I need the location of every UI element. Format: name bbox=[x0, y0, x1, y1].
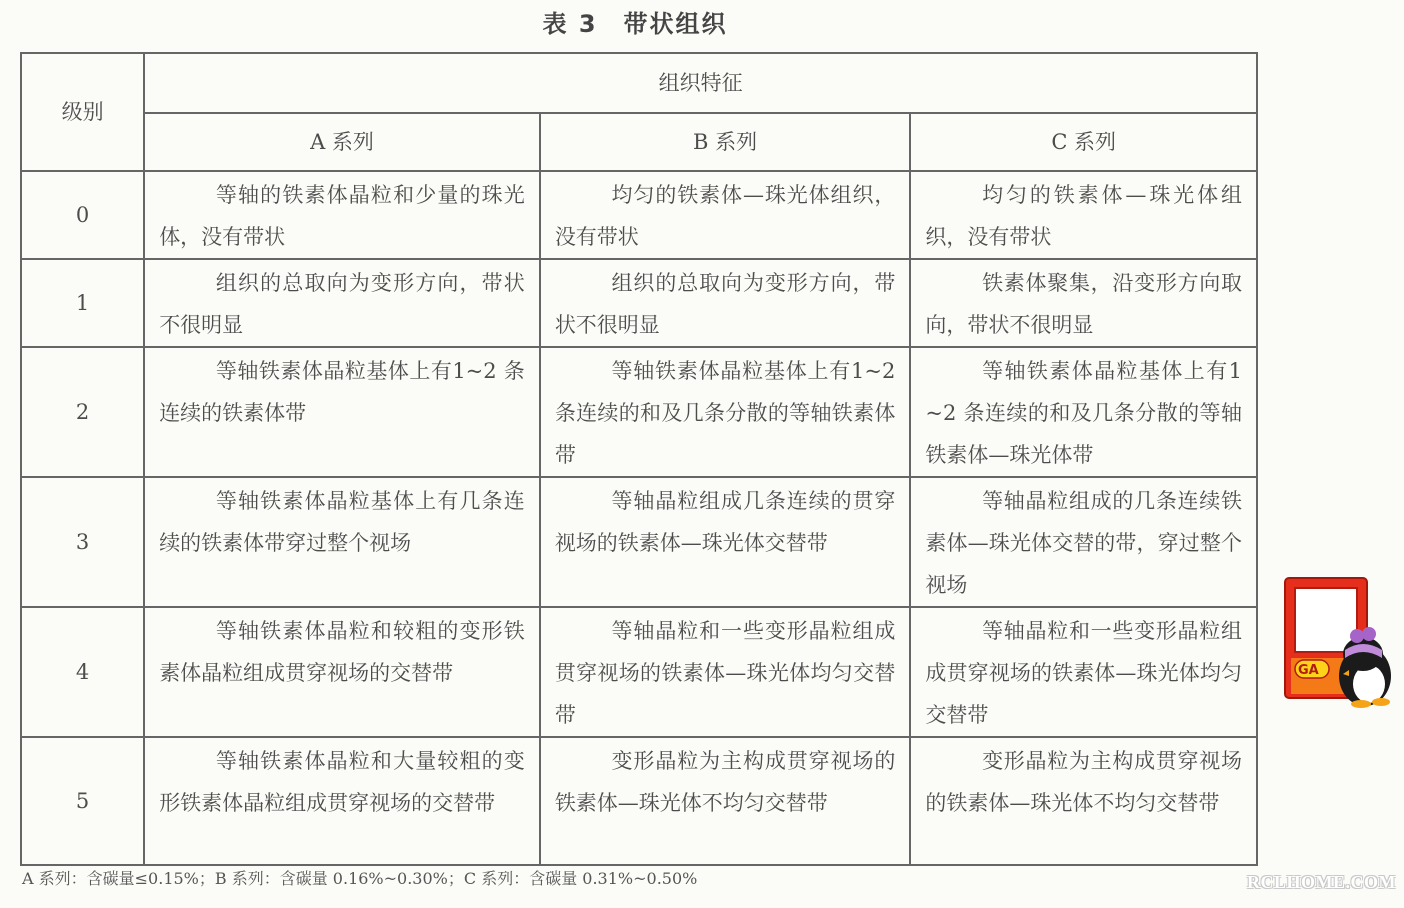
cell-a bbox=[144, 259, 540, 347]
sticker-text: GA bbox=[1298, 663, 1319, 678]
cell-b-text: 等轴铁素体晶粒基体上有1~2 条连续的和及几条分散的等轴铁素体带 bbox=[554, 359, 896, 467]
cell-a bbox=[144, 477, 540, 607]
header-group: 组织特征 bbox=[144, 53, 1257, 113]
cell-b-text: 等轴晶粒和一些变形晶粒组成贯穿视场的铁素体—珠光体均匀交替带 bbox=[554, 619, 896, 727]
header-col-a: A 系列 bbox=[144, 113, 540, 171]
site-watermark: RCLHOME.COM bbox=[1247, 872, 1396, 892]
level-cell: 1 bbox=[21, 259, 144, 347]
cell-c-text: 等轴铁素体晶粒基体上有1~2 条连续的和及几条分散的等轴铁素体—珠光体带 bbox=[925, 359, 1242, 467]
penguin-game-sticker-icon[interactable] bbox=[1283, 576, 1397, 710]
table-row bbox=[21, 171, 1257, 259]
cell-a bbox=[144, 607, 540, 737]
cell-c-text: 等轴晶粒和一些变形晶粒组成贯穿视场的铁素体—珠光体均匀交替带 bbox=[925, 619, 1242, 727]
cell-a-text: 等轴铁素体晶粒和大量较粗的变形铁素体晶粒组成贯穿视场的交替带 bbox=[159, 749, 525, 815]
cell-a-text: 等轴铁素体晶粒基体上有几条连续的铁素体带穿过整个视场 bbox=[159, 489, 525, 555]
table-row bbox=[21, 347, 1257, 477]
table-row bbox=[21, 607, 1257, 737]
cell-a bbox=[144, 171, 540, 259]
cell-c bbox=[910, 737, 1257, 865]
cell-b bbox=[540, 607, 911, 737]
cell-a-text: 等轴铁素体晶粒基体上有1~2 条连续的铁素体带 bbox=[159, 359, 525, 425]
cell-a bbox=[144, 347, 540, 477]
level-cell: 0 bbox=[21, 171, 144, 259]
level-cell: 4 bbox=[21, 607, 144, 737]
cell-b-text: 变形晶粒为主构成贯穿视场的铁素体—珠光体不均匀交替带 bbox=[554, 749, 896, 815]
level-cell: 3 bbox=[21, 477, 144, 607]
cell-b bbox=[540, 347, 911, 477]
cell-b bbox=[540, 737, 911, 865]
cell-b-text: 组织的总取向为变形方向，带状不很明显 bbox=[554, 271, 896, 337]
cell-a bbox=[144, 737, 540, 865]
cell-a-text: 等轴铁素体晶粒和较粗的变形铁素体晶粒组成贯穿视场的交替带 bbox=[159, 619, 525, 685]
header-level: 级别 bbox=[21, 53, 144, 171]
level-cell: 5 bbox=[21, 737, 144, 865]
cell-a-text: 等轴的铁素体晶粒和少量的珠光体，没有带状 bbox=[159, 183, 525, 249]
cell-c bbox=[910, 259, 1257, 347]
table-footnote: A 系列：含碳量≤0.15%；B 系列：含碳量 0.16%~0.30%；C 系列：含碳量 0.31%~0.50% bbox=[22, 869, 698, 888]
header-row-2 bbox=[21, 113, 1257, 171]
cell-c bbox=[910, 171, 1257, 259]
cell-b-text: 等轴晶粒组成几条连续的贯穿视场的铁素体—珠光体交替带 bbox=[554, 489, 896, 555]
cell-a-text: 组织的总取向为变形方向，带状不很明显 bbox=[159, 271, 525, 337]
header-row-1 bbox=[21, 53, 1257, 113]
table-row bbox=[21, 477, 1257, 607]
cell-b bbox=[540, 171, 911, 259]
banded-structure-table bbox=[20, 52, 1258, 866]
cell-c-text: 等轴晶粒组成的几条连续铁素体—珠光体交替的带，穿过整个视场 bbox=[925, 489, 1242, 597]
cell-c-text: 铁素体聚集，沿变形方向取向，带状不很明显 bbox=[925, 271, 1242, 337]
table-row bbox=[21, 259, 1257, 347]
cell-b bbox=[540, 259, 911, 347]
cell-c bbox=[910, 347, 1257, 477]
cell-c bbox=[910, 477, 1257, 607]
table-title: 表 3 带状组织 bbox=[542, 10, 728, 38]
header-col-b: B 系列 bbox=[540, 113, 911, 171]
cell-c-text: 变形晶粒为主构成贯穿视场的铁素体—珠光体不均匀交替带 bbox=[925, 749, 1242, 815]
cell-b-text: 均匀的铁素体—珠光体组织，没有带状 bbox=[554, 183, 896, 249]
level-cell: 2 bbox=[21, 347, 144, 477]
cell-c-text: 均匀的铁素体—珠光体组织，没有带状 bbox=[925, 183, 1242, 249]
cell-b bbox=[540, 477, 911, 607]
header-col-c: C 系列 bbox=[910, 113, 1257, 171]
cell-c bbox=[910, 607, 1257, 737]
table-row bbox=[21, 737, 1257, 865]
